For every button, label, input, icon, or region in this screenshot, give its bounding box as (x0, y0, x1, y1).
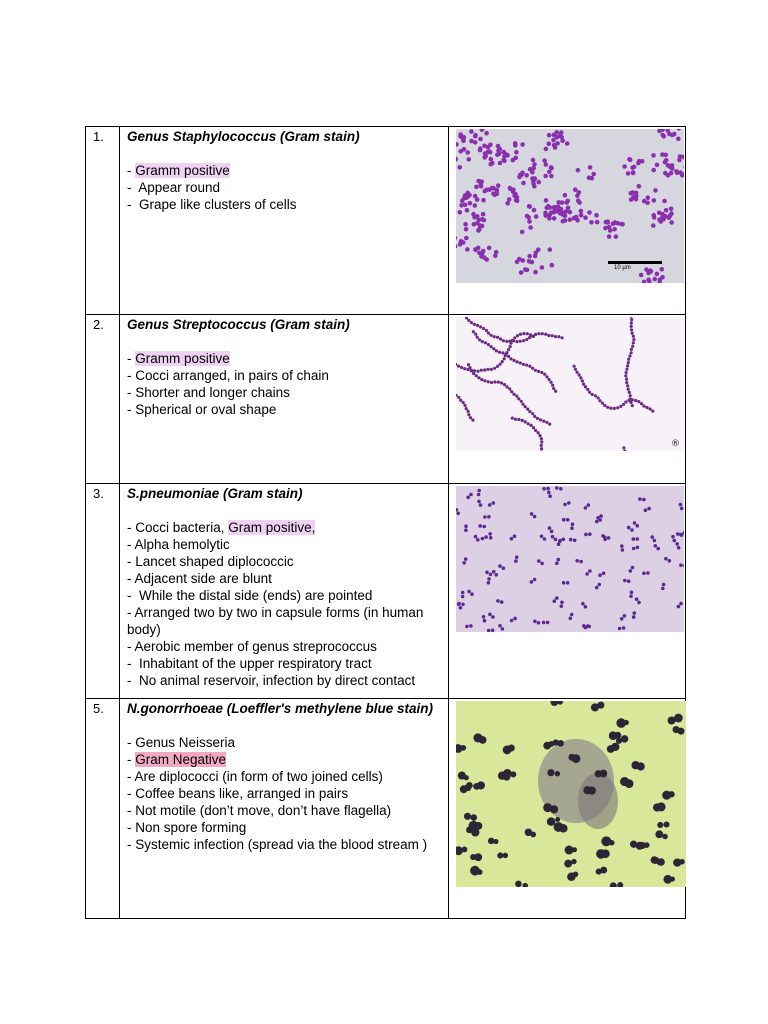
description-cell (120, 484, 449, 699)
description-cell (120, 127, 449, 315)
list-item: - Are diplococci (in form of two joined cells) (127, 769, 383, 784)
list-item: - Spherical or oval shape (127, 402, 277, 417)
list-item: - Alpha hemolytic (127, 537, 230, 552)
gonorrhoeae-micrograph (456, 701, 686, 887)
table-row (86, 699, 686, 919)
row-number: 5. (93, 701, 104, 716)
description-cell (120, 699, 449, 919)
table-row (86, 484, 686, 699)
list-item: - Inhabitant of the upper respiratory tract (127, 656, 372, 671)
row-number-cell (86, 315, 120, 484)
row-title: Genus Streptococcus (Gram stain) (127, 317, 350, 332)
list-item: - Cocci bacteria, Gram positive, (127, 520, 316, 535)
list-item: - Shorter and longer chains (127, 385, 290, 400)
table-row (86, 315, 686, 484)
row-number: 1. (93, 129, 104, 144)
scale-bar-label: 10 µm (614, 265, 631, 271)
list-item: - Aerobic member of genus streprococcus (127, 639, 377, 654)
table-row (86, 127, 686, 315)
registered-mark: ® (671, 439, 680, 449)
pneumoniae-micrograph (456, 486, 684, 632)
list-item: - Lancet shaped diplococcic (127, 554, 294, 569)
list-item: - Coffee beans like, arranged in pairs (127, 786, 349, 801)
row-title: N.gonorrhoeae (Loeffler's methylene blue stain) (127, 701, 434, 716)
image-cell (449, 699, 686, 919)
description-cell (120, 315, 449, 484)
list-item: - Adjacent side are blunt (127, 571, 272, 586)
row-number: 2. (93, 317, 104, 332)
highlight: Gram Negative (135, 752, 227, 767)
list-item: - While the distal side (ends) are pointed (127, 588, 373, 603)
list-item: - Cocci arranged, in pairs of chain (127, 368, 329, 383)
list-item: - Gramm positive (127, 163, 230, 178)
list-item: - Systemic infection (spread via the blood stream ) (127, 837, 428, 852)
streptococcus-micrograph (456, 317, 684, 451)
highlight: Gramm positive (135, 351, 230, 366)
image-cell (449, 484, 686, 699)
highlight: Gramm positive (135, 163, 230, 178)
row-title: Genus Staphylococcus (Gram stain) (127, 129, 360, 144)
highlight: Gram positive, (228, 520, 316, 535)
row-number-cell (86, 699, 120, 919)
list-item: - Not motile (don’t move, don’t have flagella) (127, 803, 392, 818)
row-number-cell (86, 127, 120, 315)
list-item: - Gram Negative (127, 752, 227, 767)
list-item: - Genus Neisseria (127, 735, 236, 750)
list-item: - Non spore forming (127, 820, 247, 835)
list-item: - Grape like clusters of cells (127, 197, 297, 212)
image-cell (449, 127, 686, 315)
list-item: - Appear round (127, 180, 221, 195)
bacteria-table (85, 126, 686, 919)
staphylococcus-micrograph (456, 129, 684, 283)
image-cell (449, 315, 686, 484)
row-title: S.pneumoniae (Gram stain) (127, 486, 303, 501)
row-number: 3. (93, 486, 104, 501)
list-item: - Arranged two by two in capsule forms (in human body) (127, 605, 428, 637)
row-number-cell (86, 484, 120, 699)
list-item: - No animal reservoir, infection by direct contact (127, 673, 416, 688)
list-item: - Gramm positive (127, 351, 230, 366)
